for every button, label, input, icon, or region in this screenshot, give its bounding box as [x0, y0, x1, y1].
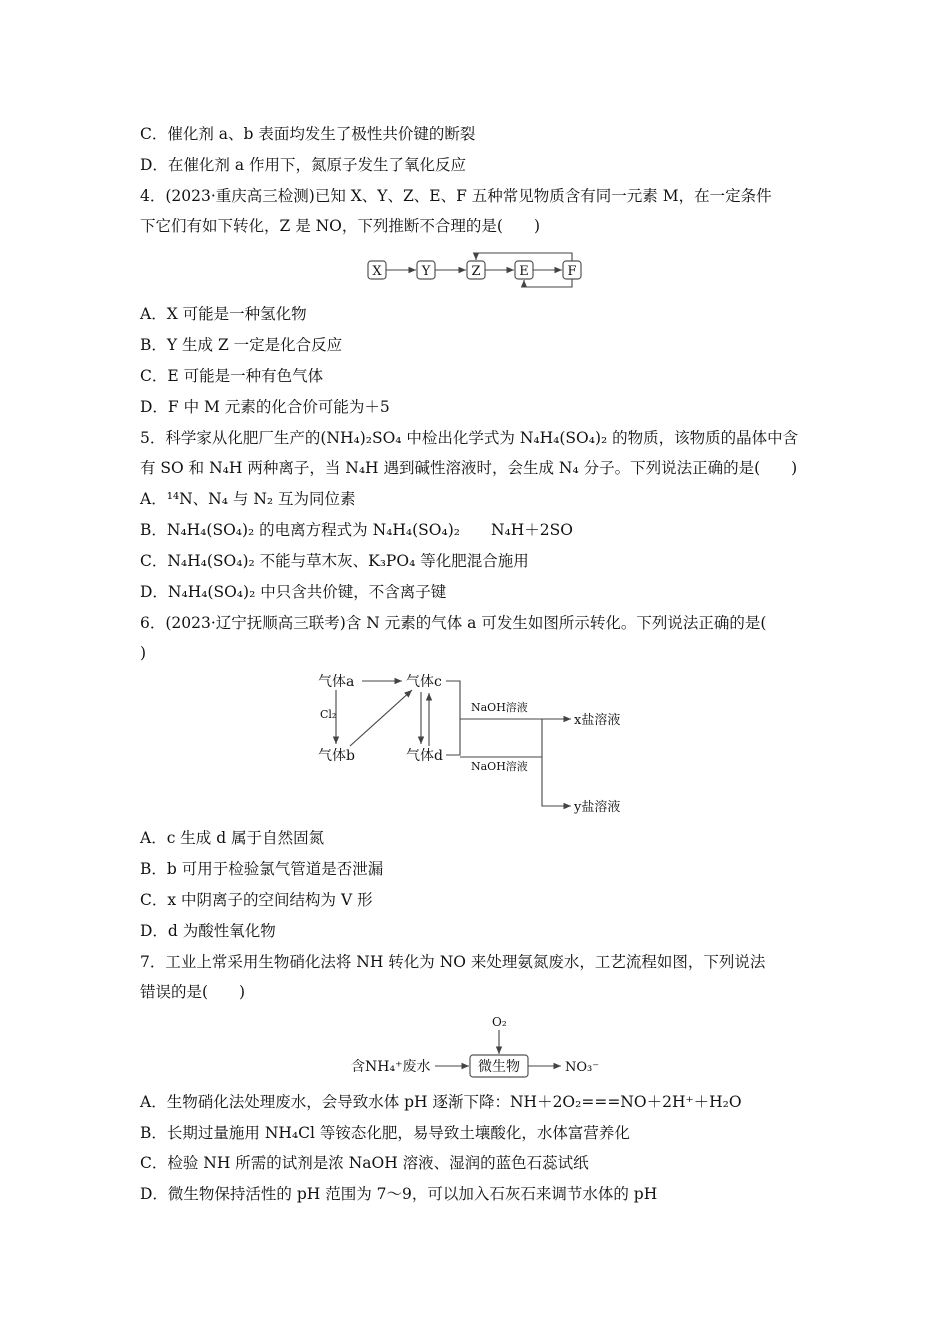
- q7-option-b: B．长期过量施用 NH₄Cl 等铵态化肥，易导致土壤酸化，水体富营养化: [140, 1124, 630, 1142]
- q6-option-b: B．b 可用于检验氯气管道是否泄漏: [140, 860, 384, 878]
- q6-option-c: C．x 中阴离子的空间结构为 V 形: [140, 891, 373, 909]
- node-z-label: Z: [471, 264, 481, 279]
- output-label: NO₃⁻: [565, 1060, 600, 1075]
- q3-option-c: C．催化剂 a、b 表面均发生了极性共价键的断裂: [140, 125, 476, 143]
- q4-option-a: A．X 可能是一种氢化物: [140, 305, 307, 323]
- q7-stem-line1: 7．工业上常采用生物硝化法将 NH 转化为 NO 来处理氨氮废水，工艺流程如图，下列说法: [140, 953, 766, 971]
- gas-c-label: 气体c: [406, 674, 442, 690]
- arrow-b-c: [350, 690, 412, 746]
- node-e-label: E: [519, 264, 529, 279]
- q5-option-a: A．¹⁴N、N₄ 与 N₂ 互为同位素: [140, 490, 356, 508]
- o2-label: O₂: [492, 1015, 507, 1029]
- q6-option-d: D．d 为酸性氧化物: [140, 922, 276, 940]
- microbe-label: 微生物: [478, 1059, 520, 1075]
- q7-option-d: D．微生物保持活性的 pH 范围为 7～9，可以加入石灰石来调节水体的 pH: [140, 1185, 658, 1203]
- gas-b-label: 气体b: [318, 748, 355, 764]
- q4-option-d: D．F 中 M 元素的化合价可能为＋5: [140, 398, 390, 416]
- bracket-c: [446, 681, 460, 719]
- input-label: 含NH₄⁺废水: [351, 1059, 431, 1075]
- q5-option-d: D．N₄H₄(SO₄)₂ 中只含共价键，不含离子键: [140, 583, 447, 601]
- q4-option-c: C．E 可能是一种有色气体: [140, 367, 324, 385]
- q6-stem-line2: ): [140, 644, 147, 662]
- arrow-f-z: [476, 253, 572, 261]
- node-x-label: X: [372, 264, 382, 279]
- q4-conversion-diagram: [360, 250, 600, 290]
- bracket-d-upper: [446, 719, 460, 755]
- q4-stem-line2: 下它们有如下转化，Z 是 NO，下列推断不合理的是( ): [140, 217, 540, 235]
- q6-option-a: A．c 生成 d 属于自然固氮: [140, 829, 325, 847]
- q7-option-a: A．生物硝化法处理废水，会导致水体 pH 逐渐下降：NH＋2O₂===NO＋2H⁺＋H₂O: [140, 1093, 742, 1111]
- q4-option-b: B．Y 生成 Z 一定是化合反应: [140, 336, 343, 354]
- q5-option-c: C．N₄H₄(SO₄)₂ 不能与草木灰、K₃PO₄ 等化肥混合施用: [140, 552, 529, 570]
- naoh-label-1: NaOH溶液: [471, 701, 528, 714]
- arrow-to-y-salt: [542, 719, 571, 806]
- q7-option-c: C．检验 NH 所需的试剂是浓 NaOH 溶液、湿润的蓝色石蕊试纸: [140, 1154, 589, 1172]
- node-f-label: F: [567, 264, 577, 279]
- arrow-f-e: [524, 279, 572, 287]
- naoh-label-2: NaOH溶液: [471, 760, 528, 773]
- q3-option-d: D．在催化剂 a 作用下，氮原子发生了氧化反应: [140, 156, 467, 174]
- q6-stem-line1: 6．(2023·辽宁抚顺高三联考)含 N 元素的气体 a 可发生如图所示转化。下列说法正确的是(: [140, 614, 767, 632]
- q5-option-b: B．N₄H₄(SO₄)₂ 的电离方程式为 N₄H₄(SO₄)₂ N₄H＋2SO: [140, 521, 573, 539]
- cl2-label: Cl₂: [320, 708, 337, 721]
- node-y-label: Y: [421, 264, 431, 279]
- q6-conversion-diagram: [316, 668, 636, 818]
- q7-stem-line2: 错误的是( ): [140, 983, 246, 1001]
- q7-process-diagram: [345, 1010, 635, 1082]
- gas-d-label: 气体d: [406, 748, 443, 764]
- q5-stem-line2: 有 SO 和 N₄H 两种离子，当 N₄H 遇到碱性溶液时，会生成 N₄ 分子。下列说法正确的是( ): [140, 459, 798, 477]
- q4-stem-line1: 4．(2023·重庆高三检测)已知 X、Y、Z、E、F 五种常见物质含有同一元素 M，在一定条件: [140, 187, 772, 205]
- gas-a-label: 气体a: [318, 674, 355, 690]
- q5-stem-line1: 5．科学家从化肥厂生产的(NH₄)₂SO₄ 中检出化学式为 N₄H₄(SO₄)₂ 的物质，该物质的晶体中含: [140, 429, 799, 447]
- x-salt-label: x盐溶液: [574, 713, 621, 728]
- y-salt-label: y盐溶液: [574, 800, 621, 815]
